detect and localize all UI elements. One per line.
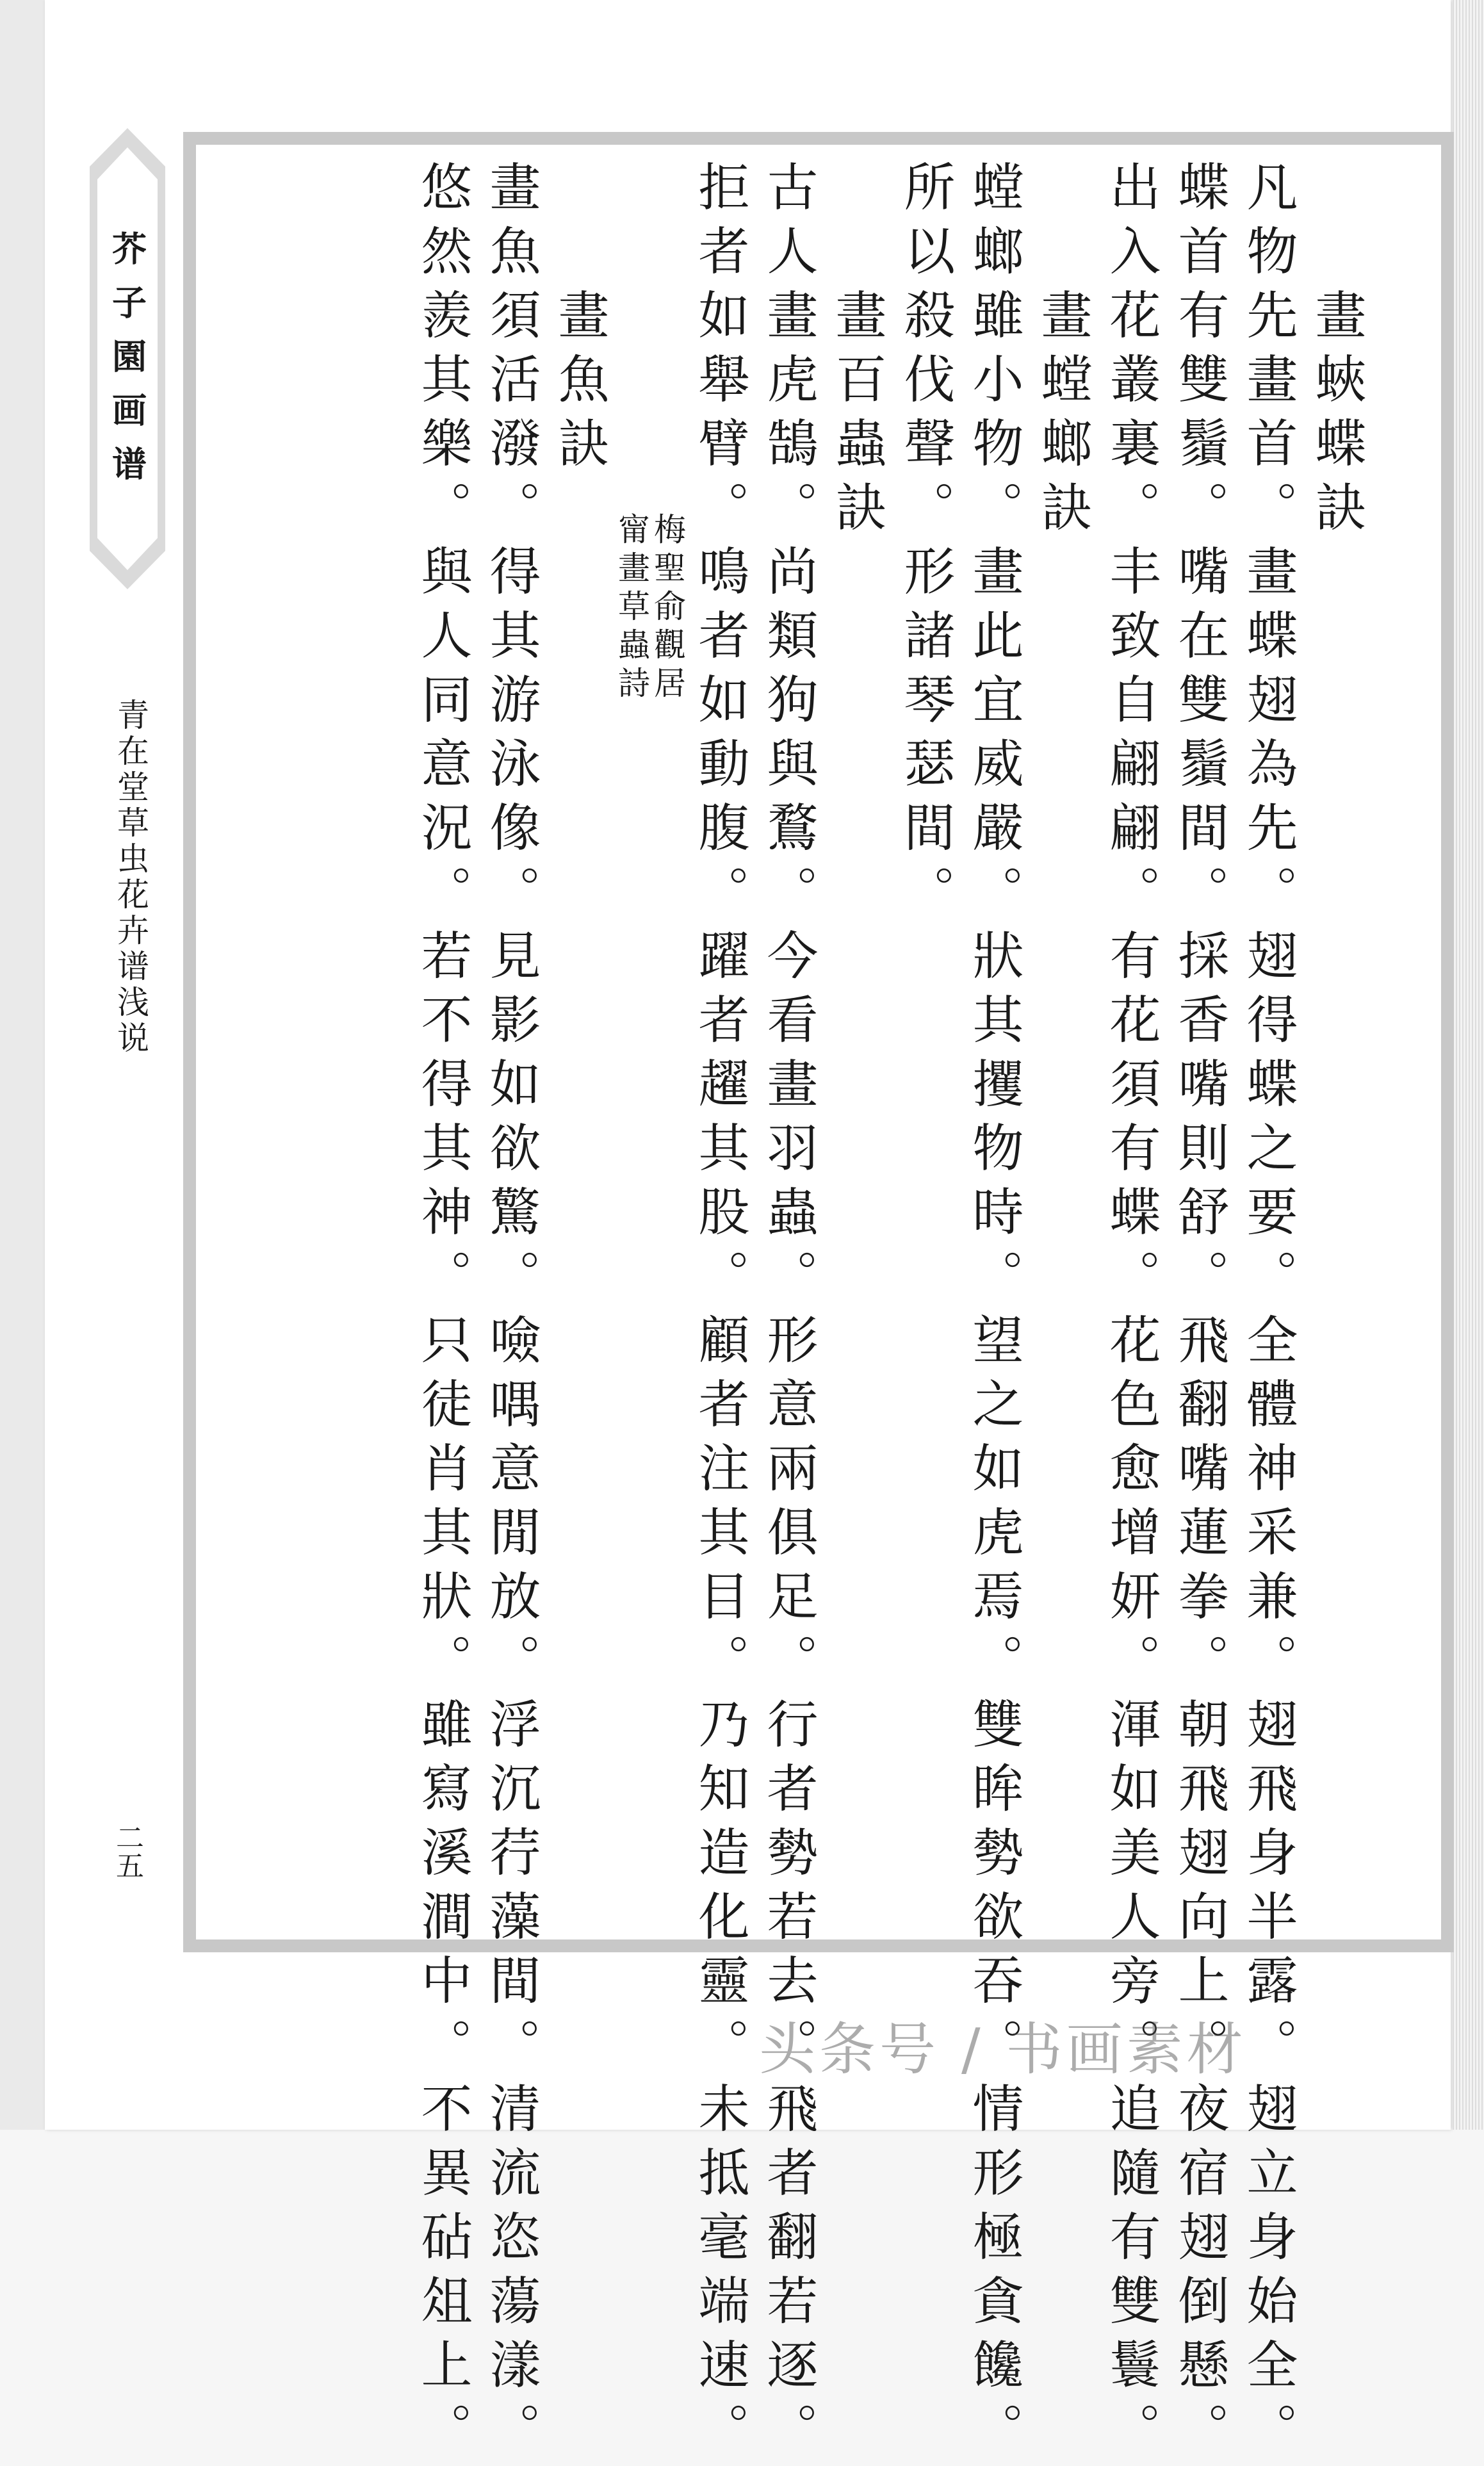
attribution: 梅聖俞觀居 [649, 512, 686, 705]
page-stack-edge [1453, 0, 1484, 2130]
text-column: 螳螂雖小物。畫此宜威嚴。狀其攫物時。望之如虎焉。雙眸勢欲吞。情形極貪饞。 [964, 160, 1023, 2466]
heading-mantis: 畫螳螂訣 [1032, 288, 1092, 544]
attribution: 甯畫草蟲詩 [613, 512, 650, 705]
text-column: 畫魚須活潑。得其游泳像。見影如欲驚。噞喁意閒放。浮沉荇藻間。清流恣蕩漾。 [481, 160, 541, 2466]
text-column: 蝶首有雙鬚。嘴在雙鬚間。採香嘴則舒。飛翻嘴蓮拳。朝飛翅向上。夜宿翅倒懸。 [1170, 160, 1229, 2466]
text-column: 拒者如舉臂。鳴者如動腹。躍者趯其股。顧者注其目。乃知造化靈。未抵毫端速。 [690, 160, 749, 2466]
text-column: 古人畫虎鵠。尚類狗與鶩。今看畫羽蟲。形意兩俱足。行者勢若去。飛者翻若逐。 [758, 160, 818, 2466]
watermark: 头条号 / 书画素材 [759, 2016, 1247, 2082]
scan-margin [0, 0, 45, 2130]
section-title: 青在堂草虫花卉谱浅说 [112, 698, 149, 1057]
text-column: 悠然羨其樂。與人同意況。若不得其神。只徒肖其狀。雖寫溪澗中。不異砧俎上。 [412, 160, 472, 2466]
book-title: 芥子園画谱 [106, 231, 148, 500]
heading-fish: 畫魚訣 [550, 288, 609, 480]
page-number: 二五 [111, 1823, 143, 1879]
text-column: 凡物先畫首。畫蝶翅為先。翅得蝶之要。全體神采兼。翅飛身半露。翅立身始全。 [1238, 160, 1298, 2466]
heading-insects: 畫百蟲訣 [827, 288, 886, 544]
text-column: 出入花叢裏。丰致自翩翩。有花須有蝶。花色愈增妍。渾如美人旁。追隨有雙鬟。 [1101, 160, 1161, 2466]
heading-butterfly: 畫蛺蝶訣 [1307, 288, 1366, 544]
text-column: 所以殺伐聲。形諸琴瑟間。 [895, 160, 955, 929]
